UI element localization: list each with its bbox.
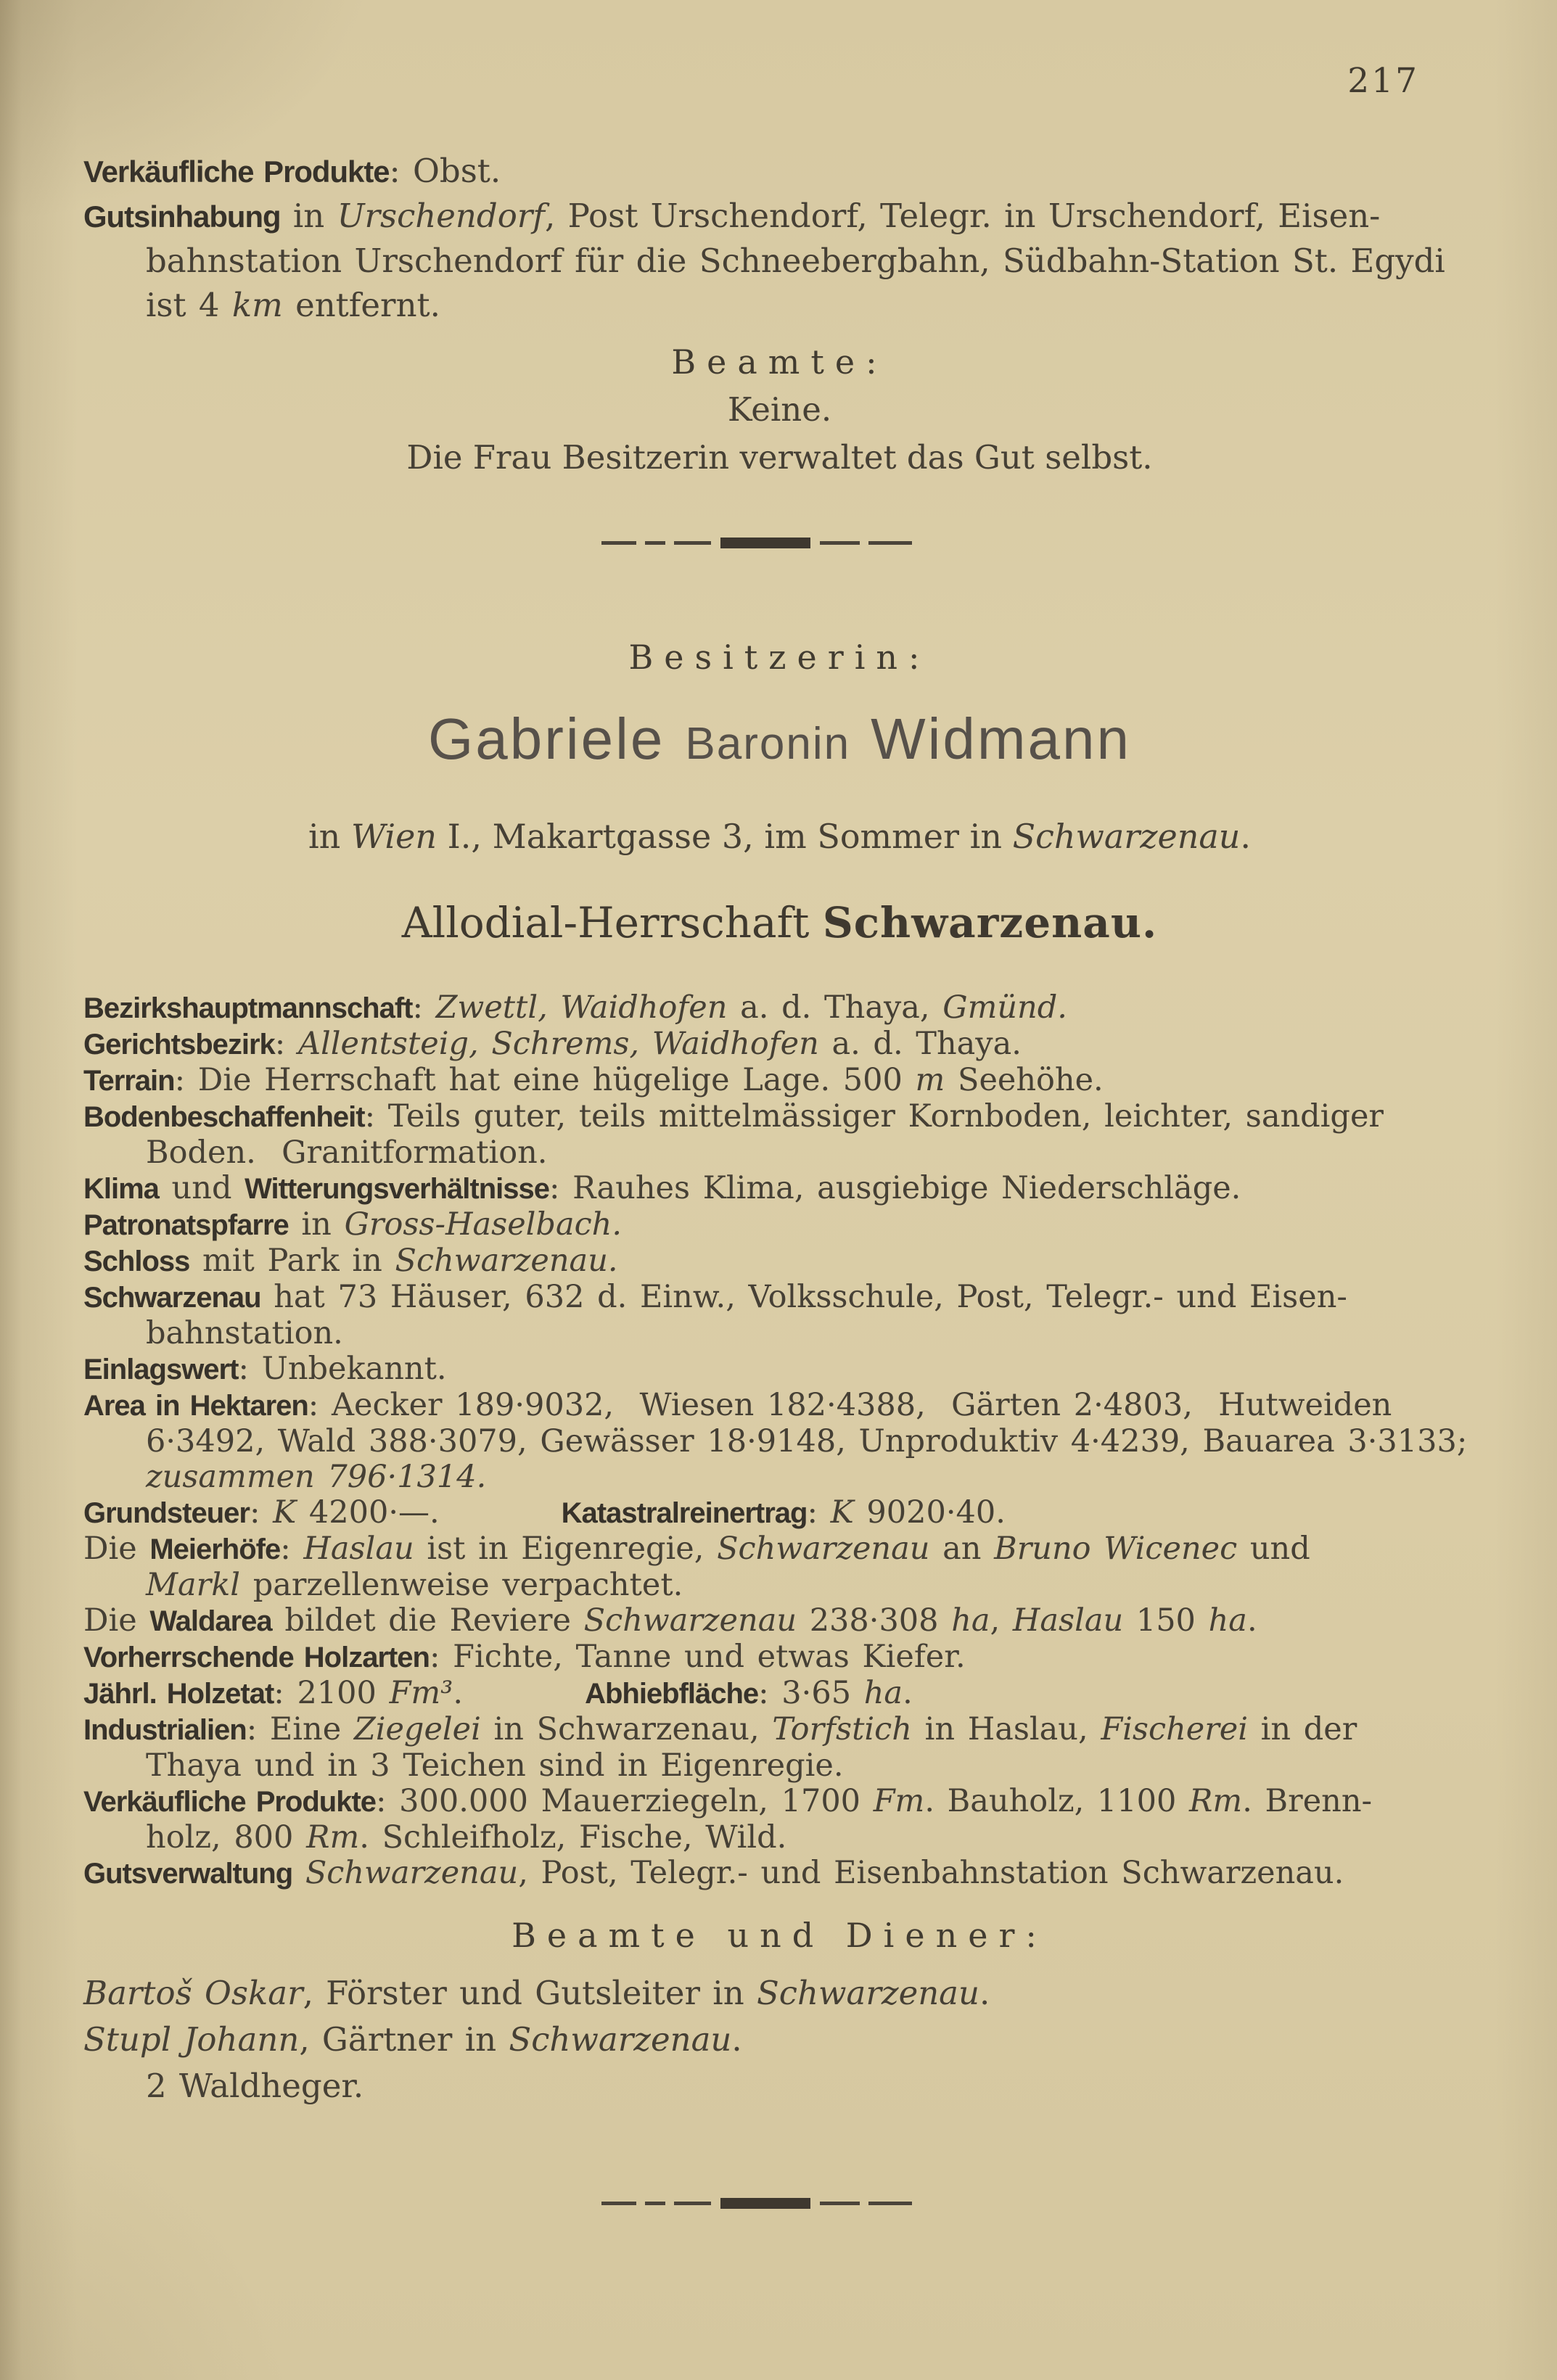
- text-segment: . Bauholz, 1100: [924, 1783, 1190, 1819]
- text-segment: : Unbekannt.: [238, 1351, 447, 1387]
- text-segment: Area in Hektaren: [83, 1390, 308, 1422]
- text-segment: Verkäufliche Produkte: [83, 1786, 376, 1818]
- text-segment: ,: [990, 1602, 1013, 1639]
- text-segment: .: [1240, 817, 1252, 856]
- text-segment: K: [830, 1494, 854, 1531]
- text-segment: Wien: [350, 817, 437, 856]
- urschendorf-entry-tail: [83, 149, 1476, 327]
- text-segment: in: [280, 197, 337, 235]
- estate-title-regular: Allodial-Herrschaft: [401, 898, 823, 947]
- text-segment: Allentsteig, Schrems, Waidhofen: [297, 1026, 819, 1062]
- text-line: [83, 2063, 1476, 2109]
- owner-first-name: Gabriele: [428, 707, 665, 771]
- text-segment: . Brenn-: [1242, 1783, 1373, 1819]
- text-segment: bildet die Reviere: [271, 1602, 584, 1639]
- text-segment: , Gärtner in: [299, 2020, 509, 2059]
- text-segment: und: [158, 1170, 245, 1206]
- divider-dash: [601, 2202, 636, 2205]
- beamte-heading: Beamte:: [671, 342, 888, 382]
- text-segment: und: [1237, 1531, 1310, 1567]
- text-segment: , Post, Telegr.- und Eisenbahnstation Schwarzenau.: [518, 1855, 1344, 1891]
- text-line: [83, 1280, 1476, 1316]
- text-line: [83, 2017, 1476, 2063]
- text-segment: Boden. Granitformation.: [146, 1135, 548, 1171]
- besitzerin-heading: Besitzerin:: [628, 638, 931, 677]
- text-segment: , Post Urschendorf, Telegr. in Urschendorf, Eisen-: [544, 197, 1381, 235]
- text-segment: :: [274, 1026, 298, 1062]
- text-segment: Zwettl, Waidhofen: [435, 989, 728, 1026]
- text-segment: : Obst.: [389, 152, 501, 190]
- divider-dash: [820, 2202, 860, 2205]
- text-segment: Bodenbeschaffenheit: [83, 1101, 365, 1133]
- text-segment: in der: [1247, 1711, 1357, 1747]
- text-line: [83, 1531, 1476, 1568]
- text-segment: mit Park in: [189, 1243, 395, 1279]
- text-segment: .: [1246, 1602, 1257, 1639]
- text-segment: Schwarzenau: [1012, 817, 1241, 856]
- text-line: [83, 1026, 1476, 1063]
- text-segment: : Fichte, Tanne und etwas Kiefer.: [429, 1639, 966, 1675]
- text-line: [83, 1424, 1476, 1459]
- text-segment: in Schwarzenau,: [480, 1711, 773, 1747]
- divider-dash: [820, 541, 860, 545]
- text-segment: Gutsinhabung: [83, 199, 281, 234]
- owner-name: [83, 705, 1476, 790]
- text-segment: Grundsteuer: [83, 1497, 250, 1529]
- text-line: [83, 1171, 1476, 1207]
- text-segment: Meierhöfe: [149, 1533, 281, 1565]
- text-segment: Industrialien: [83, 1714, 247, 1746]
- text-line: [83, 1856, 1476, 1892]
- text-line: [83, 1970, 1476, 2017]
- text-line: [83, 1207, 1476, 1243]
- text-segment: Haslau: [1012, 1602, 1124, 1639]
- text-segment: :: [807, 1494, 831, 1531]
- divider-dash: [868, 2202, 912, 2205]
- text-segment: Schwarzenau: [756, 1974, 979, 2012]
- text-line: [83, 1351, 1476, 1388]
- text-segment: Fm³: [389, 1675, 453, 1711]
- text-segment: .: [903, 1675, 913, 1711]
- divider-dash: [601, 541, 636, 545]
- text-segment: Patronatspfarre: [83, 1209, 289, 1241]
- text-segment: , Förster und Gutsleiter in: [303, 1974, 757, 2012]
- text-segment: a. d. Thaya.: [818, 1026, 1022, 1062]
- text-line: [83, 1639, 1476, 1676]
- text-segment: ist in Eigenregie,: [414, 1531, 718, 1567]
- text-line: [83, 1568, 1476, 1603]
- text-segment: Seehöhe.: [945, 1062, 1104, 1098]
- text-segment: Die: [83, 1602, 150, 1639]
- text-segment: : Die Herrschaft hat eine hügelige Lage. 500: [174, 1062, 916, 1098]
- text-segment: Schwarzenau: [305, 1855, 519, 1891]
- text-segment: : Rauhes Klima, ausgiebige Niederschläge.: [549, 1170, 1241, 1206]
- beamte-note-line: Die Frau Besitzerin verwaltet das Gut selbst.: [406, 438, 1153, 477]
- text-segment: : Aecker 189·9032, Wiesen 182·4388, Gärten 2·4803, Hutweiden: [308, 1387, 1392, 1423]
- text-segment: Gross-Haselbach.: [344, 1206, 623, 1243]
- text-segment: Bartoš Oskar: [83, 1974, 303, 2012]
- text-segment: Einlagswert: [83, 1354, 239, 1385]
- text-line: [83, 1316, 1476, 1351]
- text-segment: I., Makartgasse 3, im Sommer in: [436, 817, 1013, 856]
- text-segment: Schwarzenau: [509, 2020, 732, 2059]
- text-segment: Vorherrschende Holzarten: [83, 1642, 430, 1673]
- text-segment: :: [412, 989, 436, 1026]
- text-segment: in: [288, 1206, 345, 1243]
- text-segment: 150: [1123, 1602, 1209, 1639]
- text-line: [83, 1388, 1476, 1424]
- text-segment: Bruno Wicenec: [994, 1531, 1238, 1567]
- text-segment: Terrain: [83, 1065, 175, 1097]
- text-segment: bahnstation Urschendorf für die Schneebergbahn, Südbahn-Station St. Egydi: [146, 242, 1445, 280]
- text-segment: Stupl Johann: [83, 2020, 300, 2059]
- text-line: [83, 1063, 1476, 1099]
- text-segment: 4200·—.: [296, 1494, 440, 1531]
- text-segment: hat 73 Häuser, 632 d. Einw., Volksschule, Post, Telegr.- und Eisen-: [260, 1279, 1347, 1315]
- text-segment: Katastralreinertrag: [561, 1497, 808, 1529]
- text-line: [83, 1495, 1476, 1531]
- beamte-keine-line: Keine.: [727, 390, 832, 429]
- text-segment: Waldarea: [149, 1605, 272, 1637]
- text-line: [83, 1784, 1476, 1820]
- owner-last-name: Widmann: [871, 707, 1131, 771]
- text-segment: in: [308, 817, 351, 856]
- text-line: [83, 990, 1476, 1026]
- text-segment: .: [453, 1675, 464, 1711]
- text-segment: Gutsverwaltung: [83, 1858, 293, 1890]
- text-segment: entfernt.: [282, 286, 440, 324]
- text-segment: zusammen 796·1314.: [146, 1459, 487, 1495]
- text-segment: :: [280, 1531, 304, 1567]
- section-divider: [597, 538, 916, 548]
- text-segment: in Haslau,: [911, 1711, 1101, 1747]
- text-segment: km: [231, 286, 283, 324]
- text-segment: : Eine: [246, 1711, 354, 1747]
- owner-title: Baronin: [685, 719, 851, 769]
- text-segment: Gmünd.: [942, 989, 1067, 1026]
- text-segment: . Schleifholz, Fische, Wild.: [359, 1819, 787, 1856]
- text-line: [83, 1676, 1476, 1712]
- text-segment: K: [273, 1494, 297, 1531]
- text-segment: : 2100: [274, 1675, 390, 1711]
- text-segment: parzellenweise verpachtet.: [240, 1567, 683, 1603]
- text-segment: Verkäufliche Produkte: [83, 155, 390, 189]
- text-segment: bahnstation.: [146, 1315, 343, 1351]
- text-segment: Bezirkshauptmannschaft: [83, 992, 413, 1024]
- owner-address: [83, 815, 1476, 858]
- estate-title-bold: Schwarzenau.: [822, 898, 1158, 947]
- text-segment: Schloss: [83, 1245, 190, 1277]
- text-line: [83, 283, 1476, 327]
- text-segment: Rm: [1189, 1783, 1243, 1819]
- staff-heading: Beamte und Diener:: [512, 1916, 1048, 1955]
- text-segment: Witterungsverhältnisse: [245, 1173, 549, 1205]
- text-segment: an: [929, 1531, 995, 1567]
- text-segment: .: [979, 1974, 990, 2012]
- text-line: [83, 239, 1476, 283]
- divider-center-bar: [720, 538, 810, 548]
- divider-dash: [868, 541, 912, 545]
- divider-dash: [645, 2202, 665, 2205]
- text-segment: 238·308: [797, 1602, 952, 1639]
- text-segment: 2 Waldheger.: [146, 2067, 364, 2105]
- text-segment: Jährl. Holzetat: [83, 1678, 274, 1710]
- text-segment: Schwarzenau.: [395, 1243, 618, 1279]
- text-segment: Urschendorf: [337, 197, 545, 235]
- text-segment: Schwarzenau: [583, 1602, 797, 1639]
- text-segment: : 300.000 Mauerziegeln, 1700: [376, 1783, 874, 1819]
- text-segment: .: [731, 2020, 742, 2059]
- text-segment: [292, 1855, 305, 1891]
- page-content: [0, 149, 1557, 2209]
- text-line: [83, 1603, 1476, 1639]
- section-divider-bottom: [597, 2198, 916, 2209]
- text-line: [83, 1748, 1476, 1784]
- text-segment: 9020·40.: [853, 1494, 1006, 1531]
- text-segment: Klima: [83, 1173, 159, 1205]
- text-segment: :: [249, 1494, 274, 1531]
- divider-dash: [674, 541, 711, 545]
- text-segment: holz, 800: [146, 1819, 307, 1856]
- text-segment: : Teils guter, teils mittelmässiger Kornboden, leichter, sandiger: [364, 1098, 1384, 1135]
- estate-title: [83, 897, 1476, 948]
- staff-list: [83, 1970, 1476, 2109]
- text-line: [83, 1459, 1476, 1495]
- text-segment: ist 4: [146, 286, 232, 324]
- divider-dash: [674, 2202, 711, 2205]
- text-line: [83, 1099, 1476, 1135]
- text-segment: 6·3492, Wald 388·3079, Gewässer 18·9148, Unproduktiv 4·4239, Bauarea 3·3133;: [146, 1423, 1468, 1459]
- text-segment: Haslau: [303, 1531, 414, 1567]
- page-number: 217: [1347, 61, 1419, 101]
- text-segment: Die: [83, 1531, 150, 1567]
- divider-center-bar: [720, 2198, 810, 2209]
- estate-details: [83, 990, 1476, 1892]
- text-segment: : 3·65: [758, 1675, 864, 1711]
- text-line: [83, 1243, 1476, 1280]
- text-segment: Ziegelei: [353, 1711, 481, 1747]
- text-segment: Schwarzenau: [83, 1282, 261, 1314]
- text-segment: Abhiebfläche: [585, 1678, 759, 1710]
- text-segment: Schwarzenau: [717, 1531, 930, 1567]
- divider-dash: [645, 541, 665, 545]
- text-segment: a. d. Thaya,: [727, 989, 943, 1026]
- text-segment: Fm: [873, 1783, 925, 1819]
- text-segment: ha: [1208, 1602, 1247, 1639]
- text-segment: Torfstich: [772, 1711, 912, 1747]
- text-line: [83, 149, 1476, 194]
- text-segment: m: [915, 1062, 945, 1098]
- text-line: [83, 194, 1476, 239]
- text-segment: Gerichtsbezirk: [83, 1029, 275, 1061]
- text-segment: Markl: [146, 1567, 241, 1603]
- text-line: [83, 1135, 1476, 1171]
- text-line: [83, 1712, 1476, 1748]
- text-segment: ha: [951, 1602, 990, 1639]
- text-line: [83, 1820, 1476, 1856]
- text-segment: Thaya und in 3 Teichen sind in Eigenregie.: [146, 1747, 844, 1784]
- text-segment: Rm: [306, 1819, 360, 1856]
- text-segment: Fischerei: [1101, 1711, 1248, 1747]
- text-segment: ha: [863, 1675, 903, 1711]
